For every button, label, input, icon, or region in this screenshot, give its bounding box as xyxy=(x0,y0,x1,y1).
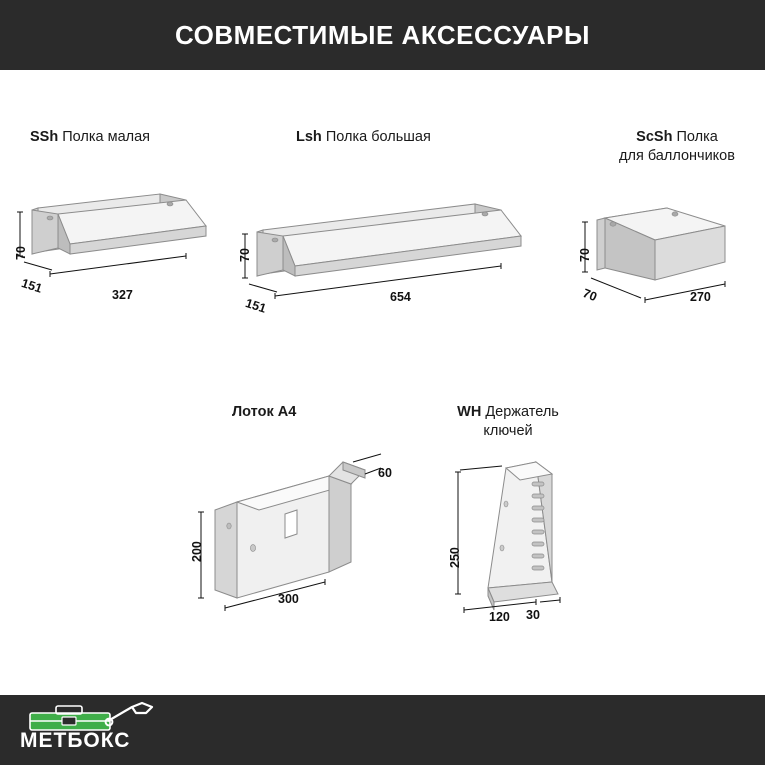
product-ssh-title xyxy=(30,128,260,147)
product-wh-name: Держатель xyxy=(485,404,559,420)
wrench-icon xyxy=(102,701,158,727)
dim-wh-width: 120 xyxy=(489,610,510,624)
product-scsh-title xyxy=(592,128,762,166)
header-bar xyxy=(0,0,765,70)
product-scsh-code: ScSh xyxy=(636,129,673,145)
product-wh-code: WH xyxy=(457,404,482,420)
product-wh-title xyxy=(428,403,588,441)
product-scsh-name2: для баллончиков xyxy=(619,148,735,164)
product-lsh-title xyxy=(296,128,556,147)
page-title: СОВМЕСТИМЫЕ АКСЕССУАРЫ xyxy=(175,19,590,50)
brand-name: МЕТБОКС xyxy=(20,729,131,752)
brand-logo xyxy=(6,699,176,761)
product-tray-a4-code: Лоток А4 xyxy=(232,404,297,420)
product-tray-a4-title xyxy=(232,403,412,422)
dim-scsh-height: 70 xyxy=(578,248,592,262)
dim-ssh-width: 327 xyxy=(112,288,133,302)
dim-wh-depth: 30 xyxy=(526,608,540,622)
footer-bar xyxy=(0,695,765,765)
product-lsh xyxy=(296,128,556,147)
product-wh xyxy=(428,403,588,441)
dim-lsh-width: 654 xyxy=(390,290,411,304)
dim-ssh-height: 70 xyxy=(14,246,28,260)
product-ssh-name: Полка малая xyxy=(62,129,151,145)
product-tray-a4 xyxy=(232,403,412,422)
product-wh-name2: ключей xyxy=(483,423,533,439)
dim-ssh-depth: 151 xyxy=(19,276,44,296)
dim-lsh-height: 70 xyxy=(238,248,252,262)
toolbox-icon xyxy=(28,705,112,731)
product-scsh-drawing xyxy=(575,190,755,320)
dim-lsh-depth: 151 xyxy=(243,296,268,316)
product-lsh-code: Lsh xyxy=(296,129,322,145)
product-ssh-code: SSh xyxy=(30,129,59,145)
dim-wh-height: 250 xyxy=(448,547,462,568)
dim-tray-height: 200 xyxy=(190,541,204,562)
dim-scsh-width: 270 xyxy=(690,290,711,304)
product-scsh-name: Полка xyxy=(676,129,718,145)
product-ssh xyxy=(30,128,260,147)
dim-scsh-depth: 70 xyxy=(580,286,599,305)
dim-tray-width: 300 xyxy=(278,592,299,606)
product-lsh-name: Полка большая xyxy=(325,129,431,145)
product-lsh-drawing xyxy=(235,190,535,320)
product-scsh xyxy=(592,128,762,166)
product-wh-drawing xyxy=(440,452,610,632)
dim-tray-depth: 60 xyxy=(378,466,392,480)
